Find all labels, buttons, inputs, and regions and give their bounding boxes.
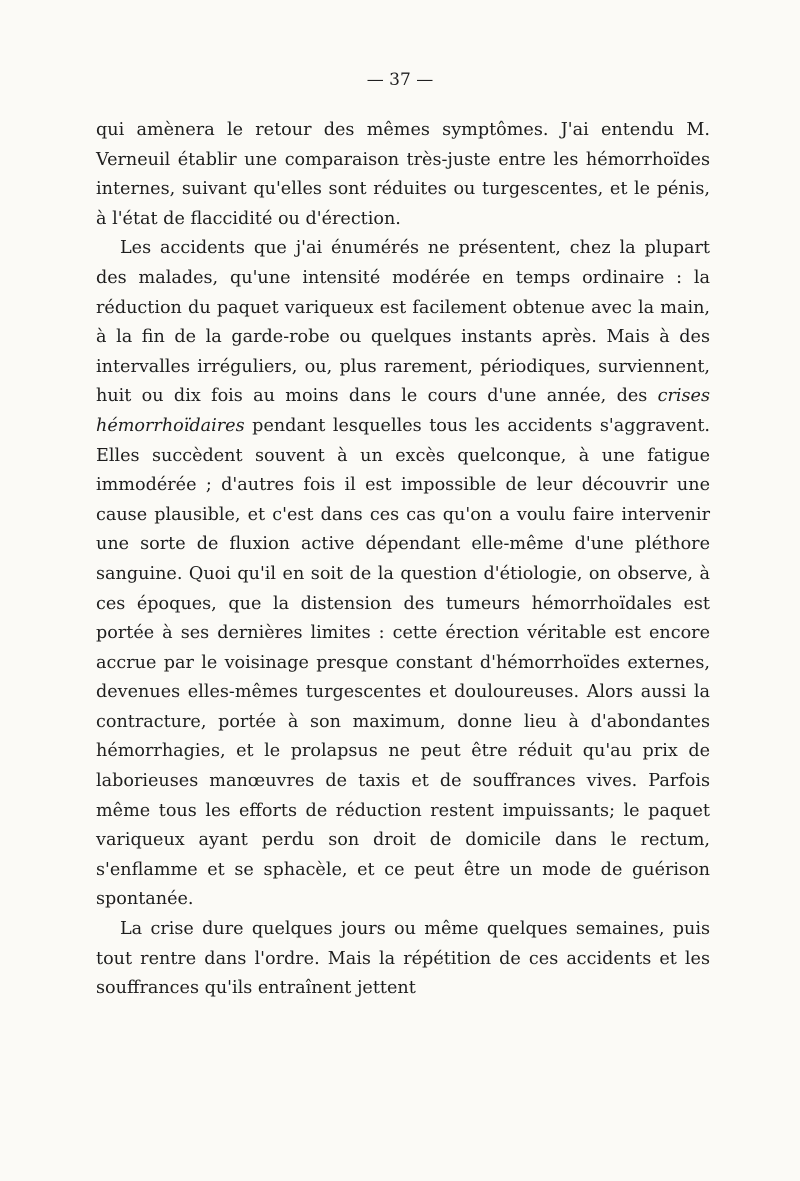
body-text — [96, 116, 710, 1004]
page-number: — 37 — — [366, 70, 434, 90]
paragraph-3: La crise dure quelques jours ou même quelques semaines, puis tout rentre dans l'ordre. Mais la répétition de ces accidents et les souffrances qu'ils entraînent jettent — [96, 919, 710, 999]
paragraph-1: qui amènera le retour des mêmes symptômes. J'ai entendu M. Verneuil établir une comparaison très-juste entre les hémorrhoïdes internes, suivant qu'elles sont réduites ou turgescentes, et le pénis, à l'état de flaccidité ou d'érection. — [96, 120, 710, 229]
paragraph-2 — [96, 234, 710, 915]
paragraph-2-end: pendant lesquelles tous les accidents s'aggravent. Elles succèdent souvent à un excès quelconque, à une fatigue immodérée ; d'autres fois il est impossible de leur découvrir une cause plausible, et c'est dans ces cas qu'on a voulu faire intervenir une sorte de fluxion active dépendant elle-même d'une pléthore sanguine. Quoi qu'il en soit de la question d'étiologie, on observe, à ces époques, que la distension des tumeurs hémorrhoïdales est portée à ses dernières limites : cette érection véritable est encore accrue par le voisinage presque constant d'hémorrhoïdes externes, devenues elles-mêmes turgescentes et douloureuses. Alors aussi la contracture, portée à son maximum, donne lieu à d'abondantes hémorrhagies, et le prolapsus ne peut être réduit qu'au prix de laborieuses manœuvres de taxis et de souffrances vives. Parfois même tous les efforts de réduction restent impuissants; le paquet variqueux ayant perdu son droit de domicile dans le rectum, s'enflamme et se sphacèle, et ce peut être un mode de guérison spontanée. — [96, 415, 710, 910]
italic-term: crises hémorrhoïdaires — [96, 386, 710, 436]
paragraph-2-start: Les accidents que j'ai énumérés ne présentent, chez la plupart des malades, qu'une intensité modérée en temps ordinaire : la réduction du paquet variqueux est facilement obtenue avec la main, à la fin de la garde-robe ou quelques instants après. Mais à des intervalles irréguliers, ou, plus rarement, périodiques, surviennent, huit ou dix fois au moins dans le cours d'une année, des — [96, 238, 710, 407]
